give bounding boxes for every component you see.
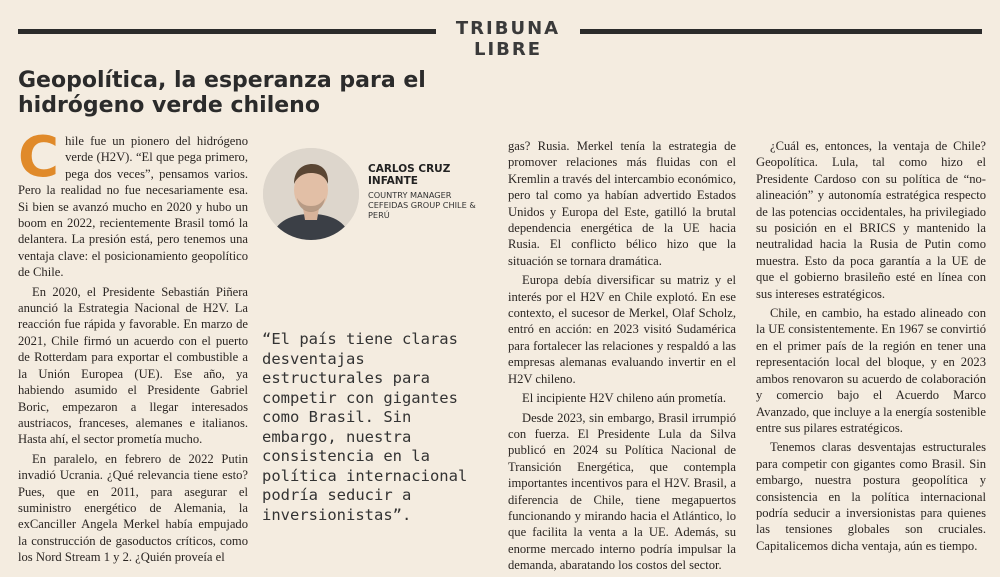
article-column-3 bbox=[508, 138, 736, 577]
section-rule-right bbox=[580, 29, 982, 34]
section-rule-left bbox=[18, 29, 436, 34]
article-paragraph: Desde 2023, sin embargo, Brasil irrumpió con fuerza. El Presidente Lula da Silva publicó en 2024 su Política Nacional de Transición Energética, que contempla importantes incentivos para el H2V. Brasil, a diferencia de Chile, tiene megapuertos funcionando y mirando hacia el Atlántico, lo que facilita la venta a la UE. Además, su enorme mercado interno podría impulsar la demanda, abaratando los costos del sector. bbox=[508, 410, 736, 573]
author-role: COUNTRY MANAGER CEFEIDAS GROUP CHILE & PERÚ bbox=[368, 190, 476, 220]
article-paragraph: Europa debía diversificar su matriz y el interés por el H2V en Chile explotó. En ese contexto, el sucesor de Merkel, Olaf Scholz, entró en acción: en 2023 visitó Sudamérica para fortalecer las relaciones y respaldó a las empresas alemanas evaluando invertir en el H2V chileno. bbox=[508, 273, 736, 386]
article-paragraph-text: hile fue un pionero del hidrógeno verde (H2V). “El que pega primero, pega dos veces”, pensamos varios. Pero la realidad no fue necesariamente esa. Si bien se avanzó mucho en 2020 y hubo un boom en 2022, recientemente Brasil tomó la delantera. La presión está, pero tenemos una ventaja clave: el posicionamiento geopolítico de Chile. bbox=[18, 134, 248, 280]
author-portrait-icon bbox=[263, 148, 359, 240]
headline-line-1: Geopolítica, la esperanza para el bbox=[18, 68, 426, 93]
author-photo bbox=[263, 148, 359, 240]
author-name: CARLOS CRUZ INFANTE bbox=[368, 163, 451, 187]
article-column-4 bbox=[756, 138, 986, 557]
article-paragraph: En 2020, el Presidente Sebastián Piñera anunció la Estrategia Nacional de H2V. La reacción fue rápida y favorable. En marzo de 2021, Chile firmó un acuerdo con el puerto de Rotterdam para exportar el combustible a la Unión Europea (UE). Ese año, ya habiendo asumido el Presidente Gabriel Boric, empezaron a llegar interesados austriacos, franceses, alemanes e italianos. Hasta ahí, el sector prometía mucho. bbox=[18, 284, 248, 447]
headline bbox=[18, 68, 458, 118]
section-label: TRIBUNA LIBRE bbox=[455, 18, 561, 60]
article-paragraph: El incipiente H2V chileno aún prometía. bbox=[522, 391, 727, 406]
article-paragraph: gas? Rusia. Merkel tenía la estrategia de promover relaciones más fluidas con el Kremlin a través del intercambio económico, pero tal como ya habían advertido Estados Unidos y Europa del Este, gatilló la brutal dependencia energética de la UE hacia Rusia. El conflicto bélico hizo que la situación se tornara dramática. bbox=[508, 139, 736, 268]
article-column-1 bbox=[18, 125, 248, 569]
article-paragraph: En paralelo, en febrero de 2022 Putin invadió Ucrania. ¿Qué relevancia tiene esto? Pues, que en 2011, para asegurar el suministro energético de Alemania, la exCanciller Angela Merkel había empujado la construcción de gasoductos críticos, como los Nord Stream 1 y 2. ¿Quién proveía el bbox=[18, 451, 248, 565]
article-paragraph bbox=[18, 125, 248, 281]
pull-quote: “El país tiene claras desventajas estructurales para competir con gigantes como Brasil. Sin embargo, nuestra consistencia en la política internacional podría seducir a inversionistas”. bbox=[262, 330, 468, 524]
article-paragraph: Chile, en cambio, ha estado alineado con la UE consistentemente. En 1967 se convirtió en el primer país de la región en tener una representación local del bloque, y en 2023 ambos renovaron su acuerdo de colaboración y comercio bajo el Acuerdo Marco Avanzado, que incluye a la energía sostenible entre sus pilares estratégicos. bbox=[756, 306, 986, 435]
article-paragraph: ¿Cuál es, entonces, la ventaja de Chile? Geopolítica. Lula, tal como hizo el Presidente Cardoso con su política de “no-alineación” y autonomía estratégica respecto de las potencias occidentales, ha privilegiado su posición en el BRICS y mantenido la neutralidad hacia la Rusia de Putin como muestra. Esto da poca garantía a la UE de que el gobierno brasileño esté en línea con sus intereses estratégicos. bbox=[756, 139, 986, 301]
article-paragraph: Tenemos claras desventajas estructurales para competir con gigantes como Brasil. Sin embargo, nuestra postura geopolítica y consistencia en la política internacional podría seducir a inversionistas para quienes las tensiones globales son cruciales. Capitalicemos dicha ventaja, aún es tiempo. bbox=[756, 440, 986, 553]
drop-cap: C bbox=[18, 125, 60, 190]
headline-line-2: hidrógeno verde chileno bbox=[18, 93, 320, 118]
